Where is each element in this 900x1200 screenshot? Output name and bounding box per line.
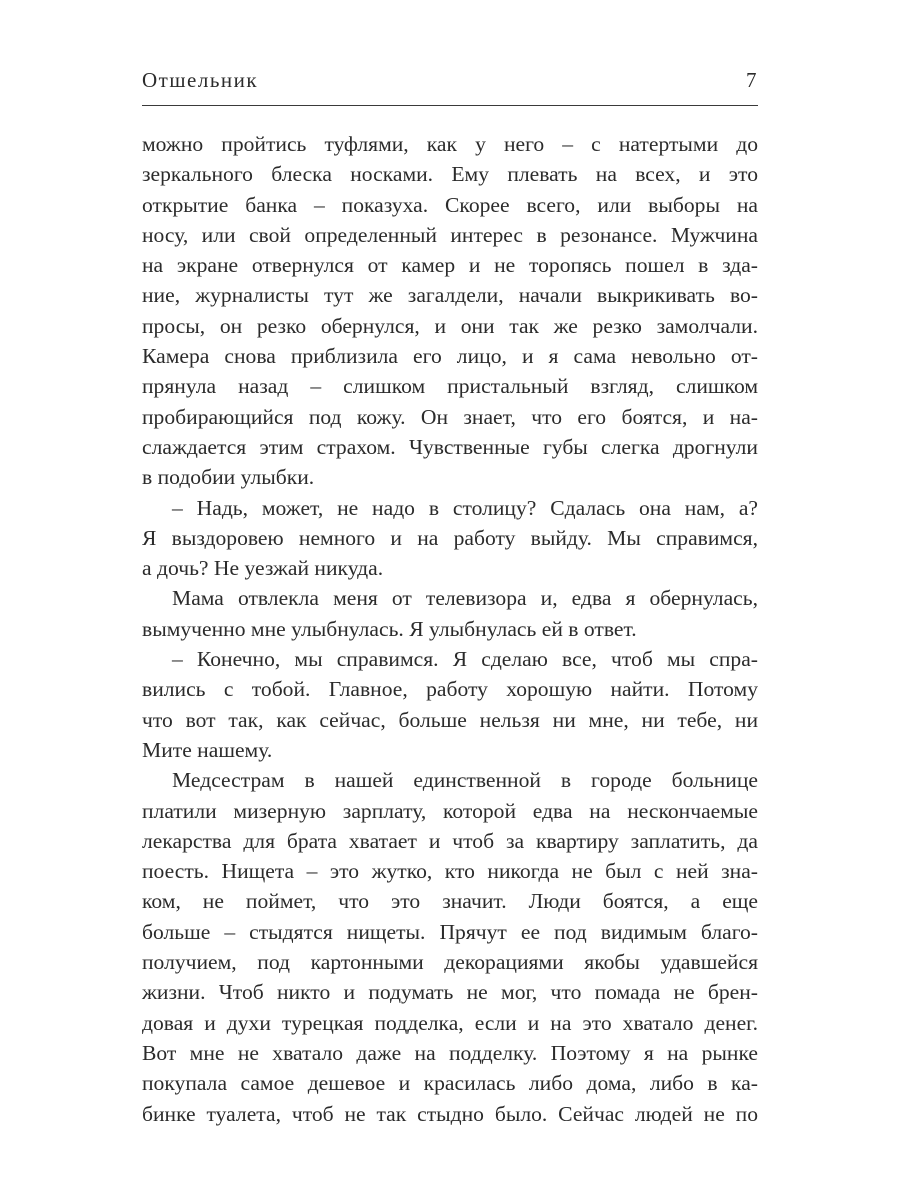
text-line: Мите нашему. (142, 737, 273, 762)
running-header (142, 68, 758, 100)
text-line: на экране отвернулся от камер и не торопясь пошел в зда- (142, 253, 758, 278)
text-line: Я выздоровею немного и на работу выйду. Мы справимся, (142, 525, 758, 550)
text-line: просы, он резко обернулся, и они так же резко замолчали. (142, 313, 758, 338)
text-line: можно пройтись туфлями, как у него – с натертыми до (142, 132, 758, 156)
text-line: в подобии улыбки. (142, 465, 315, 490)
text-line: вились с тобой. Главное, работу хорошую найти. Потому (142, 677, 758, 702)
text-line: зеркального блеска носками. Ему плевать на всех, и это (142, 162, 758, 187)
text-line: ком, не поймет, что это значит. Люди боятся, а еще (142, 889, 758, 914)
text-line: открытие банка – показуха. Скорее всего, или выборы на (142, 192, 758, 217)
text-line: носу, или свой определенный интерес в резонансе. Мужчина (142, 222, 758, 247)
text-line: жизни. Чтоб никто и подумать не мог, что помада не брен- (142, 980, 758, 1005)
text-line: больше – стыдятся нищеты. Прячут ее под видимым благо- (142, 919, 758, 944)
header-rule (142, 105, 758, 106)
book-title: Отшельник (142, 68, 259, 92)
text-line: Медсестрам в нашей единственной в городе больнице (172, 768, 758, 793)
text-line: поесть. Нищета – это жутко, кто никогда не был с ней зна- (142, 859, 758, 884)
text-line: – Конечно, мы справимся. Я сделаю все, чтоб мы спра- (172, 647, 758, 672)
text-line: получием, под картонными декорациями якобы удавшейся (142, 950, 758, 975)
text-line: покупала самое дешевое и красилась либо дома, либо в ка- (142, 1071, 758, 1096)
text-line: прянула назад – слишком пристальный взгляд, слишком (142, 374, 758, 399)
text-line: что вот так, как сейчас, больше нельзя ни мне, ни тебе, ни (142, 707, 758, 732)
text-line: Мама отвлекла меня от телевизора и, едва я обернулась, (172, 586, 758, 611)
text-line: – Надь, может, не надо в столицу? Сдалась она нам, а? (172, 495, 758, 520)
text-line: довая и духи турецкая подделка, если и на это хватало денег. (142, 1010, 758, 1035)
text-line: Вот мне не хватало даже на подделку. Поэтому я на рынке (142, 1040, 758, 1065)
text-line: лекарства для брата хватает и чтоб за квартиру заплатить, да (142, 828, 758, 853)
text-line: вымученно мне улыбнулась. Я улыбнулась ей в ответ. (142, 616, 637, 641)
text-line: Камера снова приблизила его лицо, и я сама невольно от- (142, 344, 758, 369)
text-line: пробирающийся под кожу. Он знает, что его боятся, и на- (142, 404, 758, 429)
text-line: ние, журналисты тут же загалдели, начали выкрикивать во- (142, 283, 758, 308)
page-number: 7 (746, 68, 758, 92)
text-line: а дочь? Не уезжай никуда. (142, 556, 384, 581)
text-line: слаждается этим страхом. Чувственные губы слегка дрогнули (142, 434, 758, 459)
text-line: платили мизерную зарплату, которой едва на нескончаемые (142, 798, 758, 823)
body-text (142, 129, 758, 1129)
text-line: бинке туалета, чтоб не так стыдно было. Сейчас людей не по (142, 1101, 758, 1126)
